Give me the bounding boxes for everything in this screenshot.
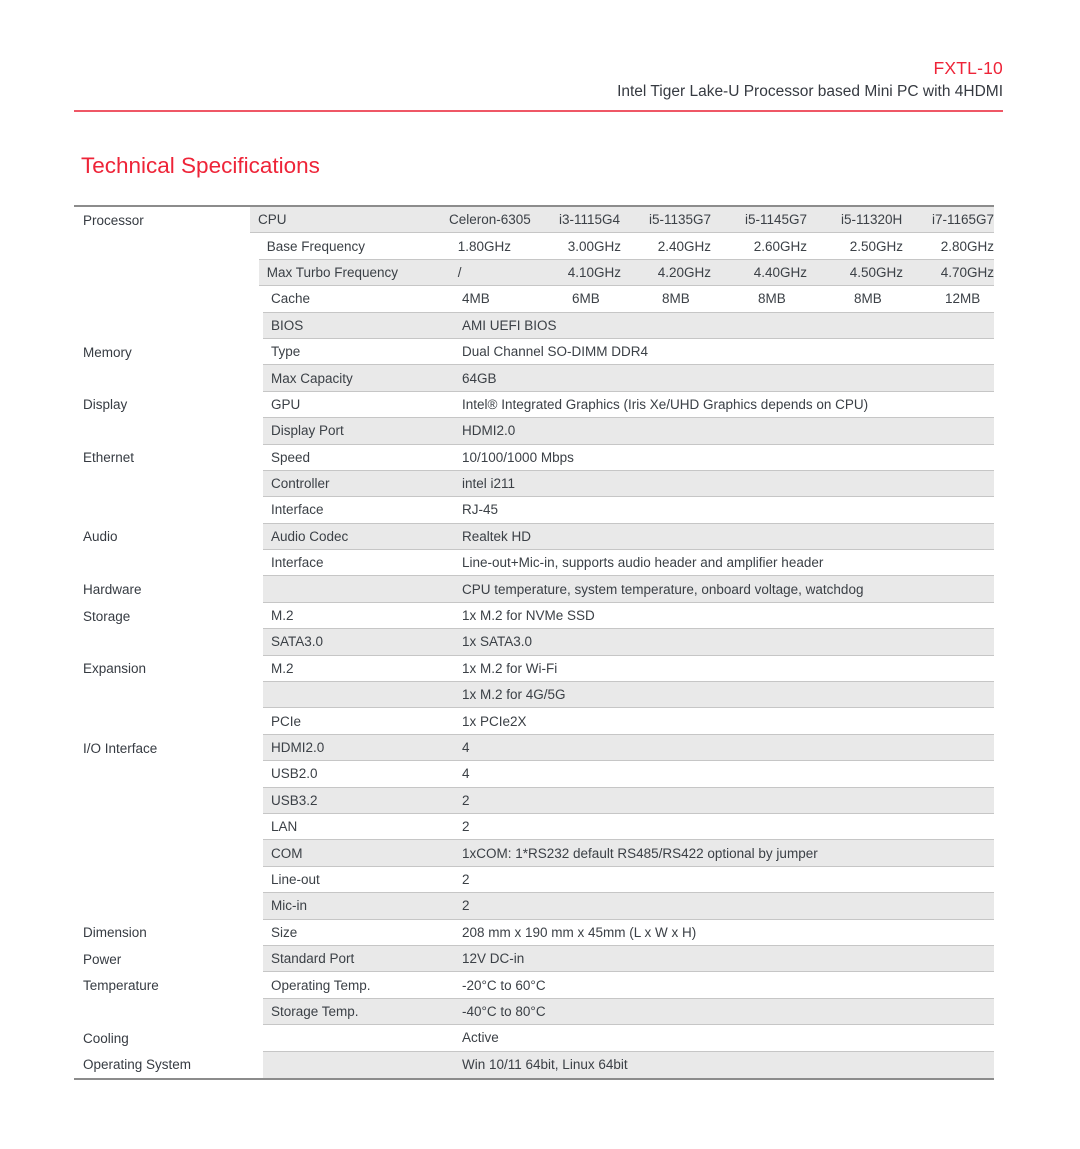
spec-label: Interface	[271, 555, 324, 571]
spec-value	[451, 260, 994, 285]
spec-row-body	[263, 524, 994, 550]
spec-label: USB2.0	[271, 766, 318, 782]
spec-value: RJ-45	[462, 502, 499, 518]
spec-row	[74, 550, 994, 576]
spec-label: GPU	[271, 396, 301, 412]
spec-label: Storage Temp.	[271, 1003, 359, 1019]
spec-category	[74, 629, 263, 655]
spec-category	[74, 893, 263, 919]
spec-label: M.2	[271, 608, 294, 624]
spec-category	[74, 471, 263, 497]
spec-label: Mic-in	[271, 898, 307, 914]
spec-label	[263, 1052, 455, 1078]
spec-category: Ethernet	[74, 445, 263, 471]
spec-row	[74, 629, 994, 655]
spec-row	[74, 972, 994, 998]
spec-value: 1x M.2 for NVMe SSD	[462, 608, 595, 624]
spec-label: HDMI2.0	[271, 740, 325, 755]
spec-row-body	[263, 418, 994, 444]
spec-row-body	[263, 656, 994, 682]
spec-label: Audio Codec	[271, 528, 349, 544]
spec-row-body	[259, 233, 994, 259]
spec-label: Size	[271, 924, 298, 940]
spec-row-body	[263, 946, 994, 972]
spec-value: Realtek HD	[462, 528, 532, 544]
spec-value-col: /	[457, 264, 462, 280]
spec-row-body	[263, 999, 994, 1025]
spec-label: COM	[271, 845, 303, 861]
spec-category	[74, 550, 263, 576]
spec-category	[74, 708, 263, 734]
spec-value-col: 3.00GHz	[567, 238, 621, 254]
spec-category: Expansion	[74, 656, 263, 682]
spec-value-col: i3-1115G4	[558, 212, 620, 228]
spec-row	[74, 867, 994, 893]
spec-category	[74, 233, 259, 259]
spec-row-body	[263, 445, 994, 471]
spec-row-body	[250, 207, 994, 233]
spec-row	[74, 1025, 994, 1051]
spec-row-body	[263, 576, 994, 602]
spec-row	[74, 524, 994, 550]
spec-row	[74, 471, 994, 497]
spec-value: Intel® Integrated Graphics (Iris Xe/UHD Graphics depends on CPU)	[462, 396, 869, 412]
spec-value: 2	[462, 819, 470, 835]
spec-row	[74, 999, 994, 1025]
spec-label: Max Capacity	[271, 370, 353, 386]
spec-row	[74, 286, 994, 312]
spec-category: I/O Interface	[74, 735, 263, 761]
spec-value: 1x M.2 for Wi-Fi	[462, 660, 558, 676]
spec-value: 1xCOM: 1*RS232 default RS485/RS422 optional by jumper	[462, 845, 818, 861]
spec-row-body	[263, 603, 994, 629]
spec-row-body	[263, 788, 994, 814]
spec-row-body	[263, 893, 994, 919]
spec-value: 64GB	[462, 370, 497, 386]
spec-category: Display	[74, 392, 263, 418]
product-code: FXTL-10	[933, 58, 1003, 78]
spec-value-col: 6MB	[572, 291, 600, 307]
spec-label: Base Frequency	[266, 238, 366, 254]
spec-label: LAN	[271, 819, 298, 835]
spec-value-col: 12MB	[945, 291, 981, 307]
spec-label: Speed	[271, 449, 311, 465]
spec-row-body	[263, 972, 994, 998]
spec-value-col: 1.80GHz	[457, 238, 511, 254]
spec-value: HDMI2.0	[462, 423, 516, 439]
spec-value: 12V DC-in	[462, 951, 525, 967]
spec-category	[74, 682, 263, 708]
spec-label: Standard Port	[271, 951, 355, 967]
spec-value-col: i5-1135G7	[648, 212, 711, 228]
spec-value-col: 8MB	[758, 291, 786, 307]
spec-row-body	[263, 840, 994, 866]
spec-row	[74, 682, 994, 708]
spec-value-col: 2.50GHz	[849, 238, 903, 254]
spec-value-col: 2.40GHz	[657, 238, 711, 254]
spec-label: Controller	[271, 476, 330, 492]
spec-value: CPU temperature, system temperature, onboard voltage, watchdog	[462, 581, 864, 597]
spec-category	[74, 761, 263, 787]
spec-value: 1x SATA3.0	[462, 634, 533, 650]
spec-row-body	[263, 867, 994, 893]
spec-label: Cache	[271, 291, 311, 307]
spec-label: USB3.2	[271, 792, 318, 808]
spec-category	[74, 365, 263, 391]
page-header	[0, 0, 1080, 101]
spec-value-col: 8MB	[662, 291, 690, 307]
spec-row-body	[263, 1025, 994, 1051]
spec-row	[74, 814, 994, 840]
spec-label	[263, 576, 455, 601]
spec-row	[74, 207, 994, 233]
header-divider	[74, 110, 1003, 112]
spec-value	[442, 207, 994, 232]
spec-row-body	[263, 497, 994, 523]
spec-category: Power	[74, 946, 263, 972]
spec-category	[74, 814, 263, 840]
spec-label: PCIe	[271, 713, 302, 729]
spec-row	[74, 708, 994, 734]
spec-row-body	[263, 339, 994, 365]
spec-value	[455, 286, 994, 311]
spec-category: Processor	[74, 207, 250, 233]
spec-category: Audio	[74, 524, 263, 550]
spec-row-body	[263, 1052, 994, 1078]
spec-row	[74, 233, 994, 259]
spec-category: Cooling	[74, 1025, 263, 1051]
spec-category: Operating System	[74, 1052, 263, 1078]
spec-value-col: 2.80GHz	[940, 238, 994, 254]
spec-label: Max Turbo Frequency	[266, 264, 399, 280]
spec-category: Hardware	[74, 576, 263, 602]
spec-value: intel i211	[462, 476, 516, 492]
spec-category	[74, 286, 263, 312]
spec-category	[74, 999, 263, 1025]
spec-value: 2	[462, 871, 470, 887]
spec-row	[74, 313, 994, 339]
spec-value-col: 2.60GHz	[753, 238, 807, 254]
spec-row	[74, 946, 994, 972]
spec-row	[74, 761, 994, 787]
spec-row-body	[263, 629, 994, 655]
spec-row-body	[263, 682, 994, 708]
spec-row-body	[263, 814, 994, 840]
spec-value: -20°C to 60°C	[462, 977, 546, 993]
spec-row	[74, 418, 994, 444]
spec-label: Operating Temp.	[271, 977, 371, 993]
spec-value: 1x PCIe2X	[462, 713, 527, 729]
spec-value: Win 10/11 64bit, Linux 64bit	[462, 1057, 628, 1073]
spec-row	[74, 788, 994, 814]
spec-label: Type	[271, 344, 301, 360]
spec-category: Temperature	[74, 972, 263, 998]
spec-table	[74, 205, 994, 1080]
spec-value-col: 4.50GHz	[849, 264, 903, 280]
spec-category: Memory	[74, 339, 263, 365]
spec-category	[74, 497, 263, 523]
spec-label: BIOS	[271, 317, 304, 333]
spec-value-col: Celeron-6305	[448, 212, 531, 228]
spec-label: M.2	[271, 660, 294, 676]
spec-label: Display Port	[271, 423, 344, 439]
spec-value: Dual Channel SO-DIMM DDR4	[462, 344, 649, 360]
spec-value-col: i7-1165G7	[931, 212, 994, 228]
spec-category: Storage	[74, 603, 263, 629]
spec-category	[74, 840, 263, 866]
spec-value-col: 4MB	[462, 291, 490, 307]
spec-row	[74, 603, 994, 629]
spec-value	[451, 233, 994, 258]
spec-value-col: 4.10GHz	[567, 264, 621, 280]
spec-label: Line-out	[271, 871, 320, 887]
spec-value: 208 mm x 190 mm x 45mm (L x W x H)	[462, 924, 697, 940]
spec-row-body	[263, 708, 994, 734]
spec-row-body	[263, 365, 994, 391]
spec-label	[263, 1025, 455, 1050]
spec-category	[74, 313, 263, 339]
spec-row-body	[263, 550, 994, 576]
spec-value-col: i5-1145G7	[744, 212, 807, 228]
spec-value-col: i5-11320H	[840, 212, 903, 228]
spec-row-body	[263, 313, 994, 339]
spec-label: Interface	[271, 502, 324, 518]
spec-row-body	[263, 471, 994, 497]
spec-row	[74, 1052, 994, 1078]
spec-value: 4	[462, 766, 470, 782]
spec-row	[74, 920, 994, 946]
spec-category	[74, 418, 263, 444]
spec-value: Line-out+Mic-in, supports audio header and amplifier header	[462, 555, 824, 571]
spec-value: 10/100/1000 Mbps	[462, 449, 574, 465]
spec-row-body	[263, 286, 994, 312]
spec-row	[74, 365, 994, 391]
spec-value-col: 4.20GHz	[657, 264, 711, 280]
spec-row	[74, 392, 994, 418]
spec-value: 2	[462, 898, 470, 914]
spec-row	[74, 656, 994, 682]
spec-category	[74, 867, 263, 893]
spec-value: Active	[462, 1030, 499, 1046]
spec-category: Dimension	[74, 920, 263, 946]
spec-row	[74, 260, 994, 286]
spec-row-body	[259, 260, 994, 286]
spec-value-col: 8MB	[854, 291, 882, 307]
spec-row	[74, 735, 994, 761]
spec-row	[74, 445, 994, 471]
spec-row	[74, 576, 994, 602]
spec-row-body	[263, 761, 994, 787]
spec-row	[74, 840, 994, 866]
product-subtitle: Intel Tiger Lake-U Processor based Mini PC with 4HDMI	[617, 83, 1003, 100]
spec-value: 1x M.2 for 4G/5G	[462, 687, 566, 703]
spec-value: 2	[462, 792, 470, 808]
spec-row	[74, 497, 994, 523]
spec-row-body	[263, 735, 994, 761]
spec-row	[74, 339, 994, 365]
spec-category	[74, 788, 263, 814]
section-title: Technical Specifications	[81, 153, 320, 178]
spec-label: SATA3.0	[271, 634, 324, 650]
spec-row-body	[263, 392, 994, 418]
spec-value-col: 4.70GHz	[940, 264, 994, 280]
spec-value: 4	[462, 740, 470, 755]
spec-label: CPU	[257, 212, 287, 228]
spec-row-body	[263, 920, 994, 946]
spec-value: -40°C to 80°C	[462, 1003, 546, 1019]
spec-label	[263, 682, 455, 707]
spec-value-col: 4.40GHz	[753, 264, 807, 280]
spec-row	[74, 893, 994, 919]
spec-category	[74, 260, 259, 286]
spec-value: AMI UEFI BIOS	[462, 317, 557, 333]
